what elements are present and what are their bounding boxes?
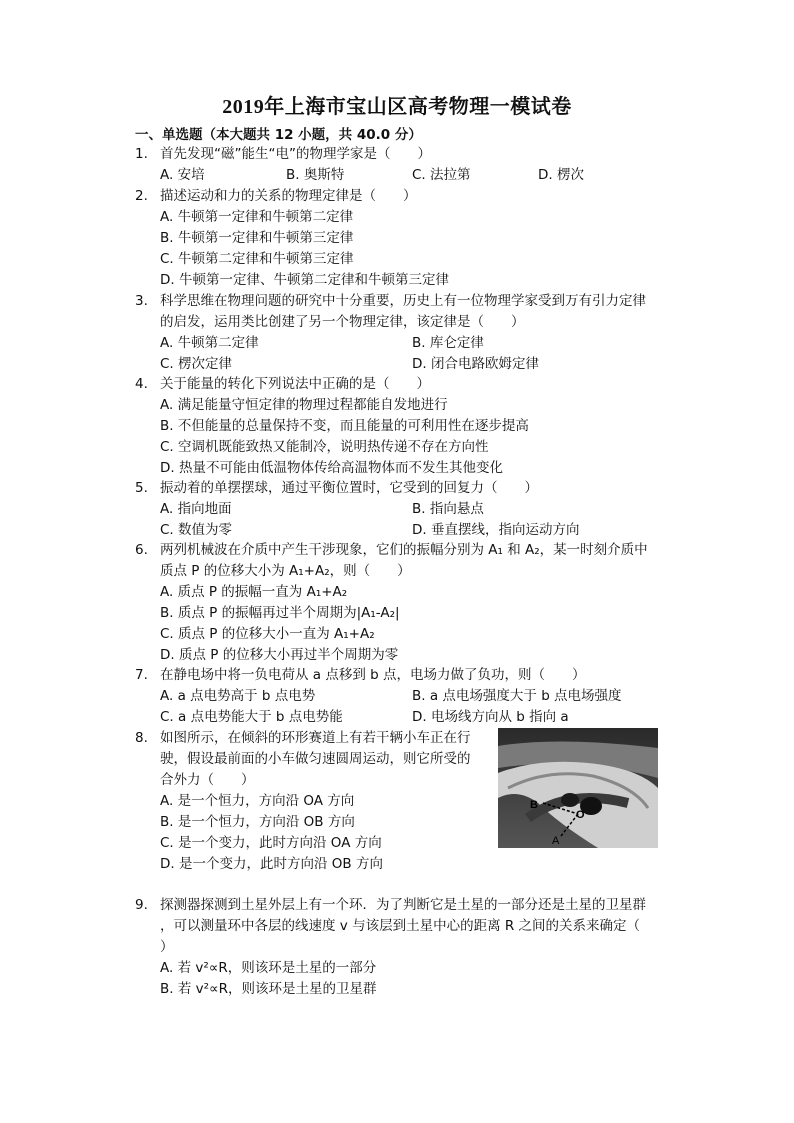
option-a[interactable]: A. 若 v²∝R，则该环是土星的一部分 xyxy=(160,960,377,976)
label-a: A xyxy=(552,835,560,847)
option-d[interactable]: D. 垂直摆线，指向运动方向 xyxy=(412,522,580,538)
question-text: 关于能量的转化下列说法中正确的是（ ） xyxy=(160,376,430,392)
option-row xyxy=(160,520,665,541)
option-b[interactable]: B. 牛顿第一定律和牛顿第三定律 xyxy=(160,230,354,246)
option-b[interactable]: B. 指向悬点 xyxy=(412,501,484,517)
option-row xyxy=(160,499,665,520)
question-text: 振动着的单摆摆球，通过平衡位置时，它受到的回复力（ ） xyxy=(160,480,538,496)
question-text: 质点 P 的位移大小为 A₁+A₂，则（ ） xyxy=(160,563,411,579)
question-number: 1. xyxy=(135,146,148,162)
question-text: 描述运动和力的关系的物理定律是（ ） xyxy=(160,188,417,204)
question-8 xyxy=(135,728,495,875)
question-text: 在静电场中将一负电荷从 a 点移到 b 点，电场力做了负功，则（ ） xyxy=(160,667,586,683)
option-c[interactable]: C. 法拉第 xyxy=(412,167,471,183)
option-b[interactable]: B. 奥斯特 xyxy=(286,167,345,183)
question-text: 驶，假设最前面的小车做匀速圆周运动，则它所受的 xyxy=(160,751,471,767)
question-6 xyxy=(135,540,665,666)
option-row xyxy=(160,686,665,707)
option-row xyxy=(160,165,665,186)
option-b[interactable]: B. 质点 P 的振幅再过半个周期为|A₁-A₂| xyxy=(160,605,400,621)
option-b[interactable]: B. a 点电场强度大于 b 点电场强度 xyxy=(412,688,622,704)
option-a[interactable]: A. 牛顿第二定律 xyxy=(160,335,259,351)
option-c[interactable]: C. 空调机既能致热又能制冷，说明热传递不存在方向性 xyxy=(160,439,489,455)
question-number: 5. xyxy=(135,480,148,496)
option-a[interactable]: A. 安培 xyxy=(160,167,205,183)
question-text: 两列机械波在介质中产生干涉现象，它们的振幅分别为 A₁ 和 A₂，某一时刻介质中 xyxy=(160,542,648,558)
option-d[interactable]: D. 电场线方向从 b 指向 a xyxy=(412,709,569,725)
question-text: ） xyxy=(160,939,174,955)
option-a[interactable]: A. 满足能量守恒定律的物理过程都能自发地进行 xyxy=(160,397,448,413)
question-text: 首先发现“磁”能生“电”的物理学家是（ ） xyxy=(160,146,431,162)
question-number: 6. xyxy=(135,542,148,558)
lead-car xyxy=(561,793,579,807)
question-7 xyxy=(135,665,665,728)
question-number: 3. xyxy=(135,293,148,309)
option-a[interactable]: A. 指向地面 xyxy=(160,501,232,517)
option-d[interactable]: D. 是一个变力，此时方向沿 OB 方向 xyxy=(160,856,383,872)
option-d[interactable]: D. 闭合电路欧姆定律 xyxy=(412,356,539,372)
question-3 xyxy=(135,291,665,375)
option-c[interactable]: C. 质点 P 的位移大小一直为 A₁+A₂ xyxy=(160,626,375,642)
option-a[interactable]: A. 牛顿第一定律和牛顿第二定律 xyxy=(160,209,354,225)
section-heading: 一、单选题（本大题共 12 小题，共 40.0 分） xyxy=(135,127,422,143)
question-4 xyxy=(135,374,665,479)
option-c[interactable]: C. 楞次定律 xyxy=(160,356,233,372)
question-number: 4. xyxy=(135,376,148,392)
option-c[interactable]: C. a 点电势能大于 b 点电势能 xyxy=(160,709,343,725)
question-number: 9. xyxy=(135,897,148,913)
option-b[interactable]: B. 是一个恒力，方向沿 OB 方向 xyxy=(160,814,355,830)
option-row xyxy=(160,333,665,354)
question-text: 科学思维在物理问题的研究中十分重要，历史上有一位物理学家受到万有引力定律 xyxy=(160,293,646,309)
label-b: B xyxy=(530,799,538,811)
option-a[interactable]: A. a 点电势高于 b 点电势 xyxy=(160,688,316,704)
option-d[interactable]: D. 热量不可能由低温物体传给高温物体而不发生其他变化 xyxy=(160,460,503,476)
question-number: 7. xyxy=(135,667,148,683)
question-2 xyxy=(135,186,665,291)
racetrack-figure xyxy=(498,728,658,848)
question-text: 如图所示，在倾斜的环形赛道上有若干辆小车正在行 xyxy=(160,730,471,746)
option-d[interactable]: D. 质点 P 的位移大小再过半个周期为零 xyxy=(160,647,399,663)
option-c[interactable]: C. 牛顿第二定律和牛顿第三定律 xyxy=(160,251,354,267)
option-d[interactable]: D. 牛顿第一定律、牛顿第二定律和牛顿第三定律 xyxy=(160,272,449,288)
question-1 xyxy=(135,144,665,186)
option-c[interactable]: C. 是一个变力，此时方向沿 OA 方向 xyxy=(160,835,382,851)
question-text: 的启发，运用类比创建了另一个物理定律，该定律是（ ） xyxy=(160,314,525,330)
option-row xyxy=(160,707,665,728)
option-row xyxy=(160,354,665,375)
option-b[interactable]: B. 库仑定律 xyxy=(412,335,484,351)
option-c[interactable]: C. 数值为零 xyxy=(160,522,233,538)
question-text: 探测器探测到土星外层上有一个环．为了判断它是土星的一部分还是土星的卫星群 xyxy=(160,897,646,913)
question-text: 合外力（ ） xyxy=(160,772,255,788)
question-9 xyxy=(135,895,665,1000)
page-title: 2019年上海市宝山区高考物理一模试卷 xyxy=(222,96,572,118)
option-b[interactable]: B. 不但能量的总量保持不变，而且能量的可利用性在逐步提高 xyxy=(160,418,529,434)
label-o: O xyxy=(576,809,585,821)
question-number: 8. xyxy=(135,730,148,746)
option-d[interactable]: D. 楞次 xyxy=(538,167,584,183)
option-a[interactable]: A. 质点 P 的振幅一直为 A₁+A₂ xyxy=(160,584,348,600)
option-b[interactable]: B. 若 v²∝R，则该环是土星的卫星群 xyxy=(160,981,377,997)
question-5 xyxy=(135,478,665,541)
question-number: 2. xyxy=(135,188,148,204)
question-text: ，可以测量环中各层的线速度 v 与该层到土星中心的距离 R 之间的关系来确定（ xyxy=(160,918,641,934)
option-a[interactable]: A. 是一个恒力，方向沿 OA 方向 xyxy=(160,793,355,809)
